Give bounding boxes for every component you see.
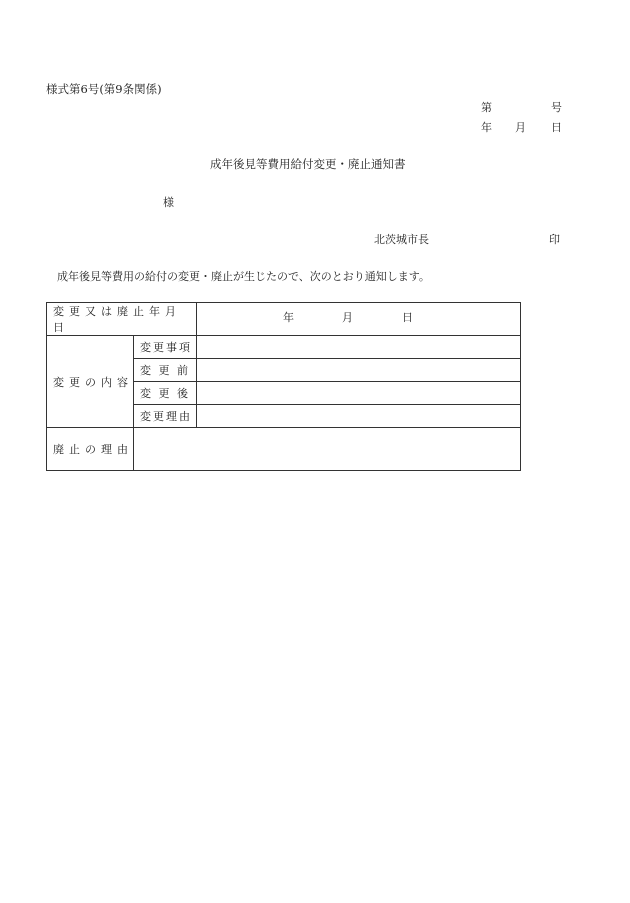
abolish-reason-field[interactable]: [134, 428, 521, 471]
issue-date-year: 年: [481, 121, 492, 134]
change-date-field[interactable]: [197, 303, 521, 336]
issuer-name: 北茨城市長: [374, 233, 429, 246]
abolish-reason-label: [47, 428, 134, 471]
after-change-field[interactable]: [197, 382, 521, 405]
issue-date-day: 日: [551, 121, 562, 134]
after-change-label-text: 変 更 後: [140, 387, 190, 400]
change-item-label-text: 変更事項: [140, 341, 192, 354]
change-reason-label-text: 変更理由: [140, 410, 192, 423]
before-change-label: [134, 359, 197, 382]
issue-date-month: 月: [515, 121, 526, 134]
document-title: 成年後見等費用給付変更・廃止通知書: [210, 157, 406, 171]
change-date-label-text: 変更又は廃止年月日: [53, 305, 181, 334]
after-change-label: [134, 382, 197, 405]
change-reason-field[interactable]: [197, 405, 521, 428]
seal-mark: 印: [549, 233, 560, 246]
change-content-label-text: 変更の内容: [53, 375, 133, 389]
form-number-label: 様式第6号(第9条関係): [46, 82, 162, 96]
addressee-suffix: 様: [163, 196, 174, 209]
change-content-label: [47, 336, 134, 428]
change-date-day: 日: [402, 311, 413, 324]
notice-body-text: 成年後見等費用の給付の変更・廃止が生じたので、次のとおり通知します。: [57, 270, 430, 283]
change-reason-label: [134, 405, 197, 428]
before-change-label-text: 変 更 前: [140, 364, 190, 377]
abolish-reason-label-text: 廃止の理由: [53, 443, 133, 456]
before-change-field[interactable]: [197, 359, 521, 382]
change-date-label: [47, 303, 197, 336]
document-number-suffix: 号: [551, 101, 562, 114]
change-notice-table: [46, 302, 521, 471]
change-item-label: [134, 336, 197, 359]
change-item-field[interactable]: [197, 336, 521, 359]
change-date-month: 月: [342, 311, 353, 324]
document-number-prefix: 第: [481, 101, 492, 114]
change-date-year: 年: [283, 311, 294, 324]
